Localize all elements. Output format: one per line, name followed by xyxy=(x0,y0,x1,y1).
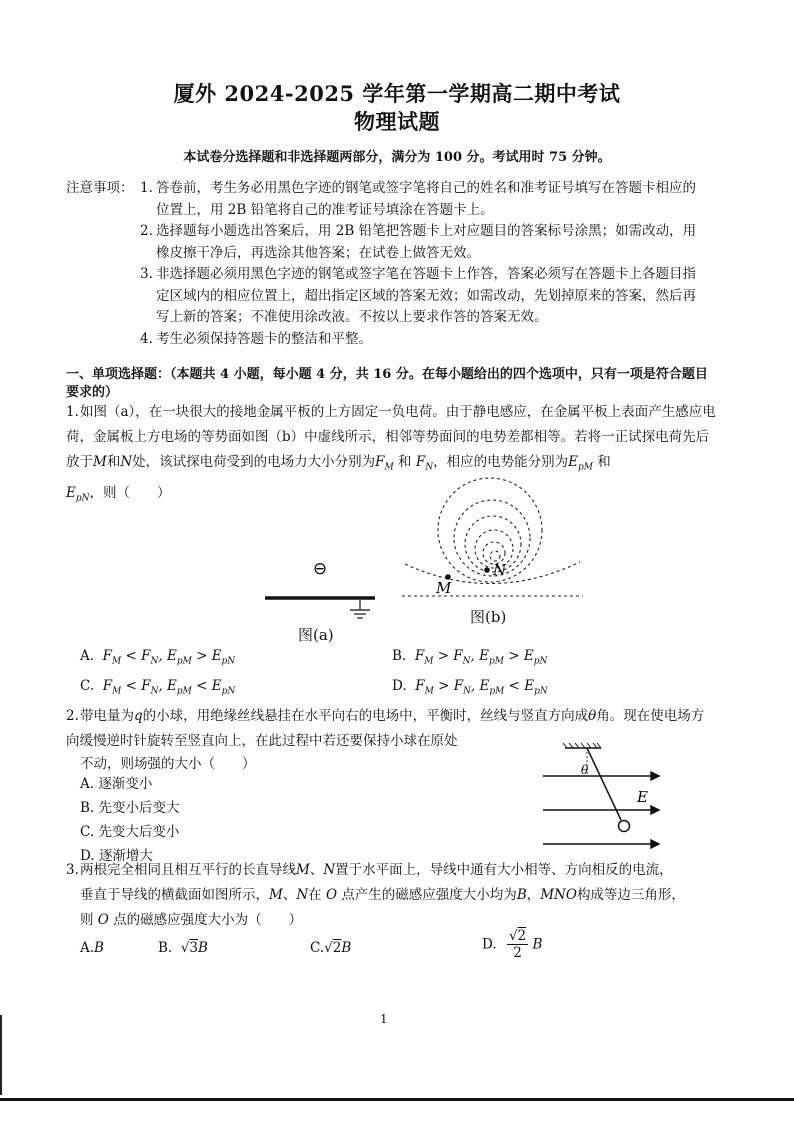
q1-option-b[interactable] xyxy=(392,648,547,667)
E-pM: $E_{pM}$ xyxy=(568,454,593,473)
note-item xyxy=(66,329,706,351)
notes-label: 注意事项： xyxy=(66,180,134,196)
var-q: q xyxy=(134,708,143,724)
exam-title: 厦外 2024-2025 学年第一学期高二期中考试 xyxy=(173,81,621,106)
var-N: N xyxy=(323,862,336,878)
question-number: 1. xyxy=(66,404,79,420)
question-text: 点的磁感应强度大小为（ ） xyxy=(113,912,303,928)
figure-a-caption: 图(a) xyxy=(298,626,334,644)
question-number: 2. xyxy=(66,708,79,724)
question-text: 的小球，用绝缘丝线悬挂在水平向右的电场中，平衡时，丝线与竖直方向成 xyxy=(142,708,589,724)
question-2-cont: 不动，则场强的大小（ ） xyxy=(80,756,256,772)
note-num: 4. xyxy=(140,330,153,347)
point-N xyxy=(484,567,490,573)
field-arrow-icon xyxy=(651,840,659,848)
section-heading: 一、单项选择题：（本题共 4 小题，每小题 4 分，共 16 分。在每小题给出的四个选项中，只有一项是符合题目要求的） xyxy=(66,367,708,400)
field-label-E: E xyxy=(637,788,648,806)
option-label: C. xyxy=(310,940,325,956)
question-3 xyxy=(66,858,716,933)
option-formula: $F_M < F_N$, $E_{pM} < E_{pN}$ xyxy=(102,678,236,697)
option-label: C. xyxy=(80,678,95,694)
option-label: A. xyxy=(80,776,95,792)
question-text: 垂直于导线的横截面如图所示， xyxy=(80,887,269,903)
option-label: A. xyxy=(80,648,95,664)
q1-option-d[interactable] xyxy=(392,678,548,697)
q3-option-d[interactable] xyxy=(482,928,542,961)
question-text: 则 xyxy=(80,912,94,928)
q3-option-a[interactable] xyxy=(80,940,104,956)
var-theta: θ xyxy=(588,708,597,724)
var-B: B xyxy=(516,887,527,903)
question-1: 1.如图（a），在一块很大的接地金属平板的上方固定一负电荷。由于静电感应，在金属平板上表面产生感应电荷，金属板上方电场的等势面如图（b）中虚线所示，相邻等势面间的电势差都相等。若将一正试探电荷先后放于M和N处，该试探电荷受到的电场力大小分别为$F_M$ 和 $F_N$，相应的电势能分别为$E_{pM}$ 和 $E_{pN}$，则（ ） xyxy=(66,400,716,511)
question-text: ，相应的电势能分别为 xyxy=(433,454,569,470)
option-label: D. xyxy=(80,848,95,864)
scan-edge-mark xyxy=(0,1015,2,1095)
F-M: $F_M$ xyxy=(375,454,394,473)
equipotential-line xyxy=(454,500,530,576)
option-label: D. xyxy=(482,936,497,953)
option-label: B. xyxy=(392,648,407,664)
exam-intro: 本试卷分选择题和非选择题两部分，满分为 100 分。考试用时 75 分钟。 xyxy=(183,150,611,165)
question-text: 置于水平面上，导线中通有大小相等、方向相反的电流， xyxy=(335,862,673,878)
F-N: $F_N$ xyxy=(415,454,434,473)
option-formula: $\frac{√2}{2}$ xyxy=(508,928,527,961)
note-text: 非选择题必须用黑色字迹的钢笔或签字笔在答题卡上作答，答案必须写在答题卡上各题目指定区域内的相应位置上，超出指定区域的答案无效；如需改动，先划掉原来的答案，然后再写上新的答案；不准使用涂改液。不按以上要求作答的答案无效。 xyxy=(156,266,696,325)
option-label: C. xyxy=(80,824,95,840)
q2-option-a[interactable] xyxy=(80,772,152,796)
q1-option-c[interactable] xyxy=(80,678,235,697)
var-M: M xyxy=(269,887,283,903)
question-number: 3. xyxy=(66,862,79,878)
note-text: 答卷前，考生务必用黑色字迹的钢笔或签字笔将自己的姓名和准考证号填写在答题卡相应的位置上，用 2B 铅笔将自己的准考证号填涂在答题卡上。 xyxy=(156,180,696,218)
option-formula: B xyxy=(94,940,104,956)
note-item xyxy=(66,178,706,221)
var-N: N xyxy=(120,454,133,470)
note-item xyxy=(66,221,706,264)
option-text: 先变小后变大 xyxy=(98,800,180,816)
field-arrow-icon xyxy=(651,806,659,814)
q3-option-b[interactable] xyxy=(158,940,208,956)
question-text: 构成等边三角形， xyxy=(576,887,685,903)
question-text: 点产生的磁感应强度大小均为 xyxy=(341,887,517,903)
page-number: 1 xyxy=(380,1012,388,1026)
option-formula-b: B xyxy=(532,936,543,953)
notes-block xyxy=(66,178,706,350)
figure-b-caption: 图(b) xyxy=(470,608,507,626)
option-formula: $F_M > F_N$, $E_{pM} < E_{pN}$ xyxy=(415,678,548,697)
option-label: B. xyxy=(158,940,173,956)
var-O: O xyxy=(97,912,109,928)
q3-option-c[interactable] xyxy=(310,940,351,956)
option-formula: √2B xyxy=(324,940,352,956)
option-text: 逐渐变小 xyxy=(98,776,153,792)
question-text: 如图（a），在一块很大的接地金属平板的上方固定一负电荷。由于静电感应，在金属平板上表面产生感应电荷，金属板上方电场的等势面如图（b）中虚线所示，相邻等势面间的电势差都相等。若将一正试探电荷先后放于 xyxy=(66,404,716,470)
E-pN: $E_{pN}$ xyxy=(66,484,90,504)
figure-b xyxy=(400,474,585,604)
note-num: 2. xyxy=(140,223,153,239)
field-arrow-icon xyxy=(651,772,659,780)
note-num: 1. xyxy=(140,180,153,196)
option-label: A. xyxy=(80,940,95,956)
label-N: N xyxy=(493,561,507,579)
option-text: 逐渐增大 xyxy=(98,848,153,864)
question-text: 在 xyxy=(308,887,322,903)
option-formula: √3B xyxy=(180,940,208,956)
var-N: N xyxy=(296,887,309,903)
charged-ball xyxy=(619,821,630,832)
page-bottom-rule xyxy=(0,1098,794,1101)
var-O: O xyxy=(325,887,338,903)
question-text: 和 xyxy=(106,454,121,470)
option-label: B. xyxy=(80,800,95,816)
question-text: 角。现在使电场方向缓慢逆时针旋转至竖直向上，在此过程中若还要保持小球在原处 xyxy=(66,708,705,749)
option-formula: $F_M > F_N$, $E_{pM} > E_{pN}$ xyxy=(414,648,548,667)
var-M: M xyxy=(296,862,310,878)
theta-label: θ xyxy=(581,763,589,777)
thread xyxy=(587,748,621,820)
option-formula: $F_M < F_N$, $E_{pM} > E_{pN}$ xyxy=(102,648,236,667)
question-text: 带电量为 xyxy=(80,708,134,724)
question-text: 、 xyxy=(282,887,297,903)
negative-charge-icon: ⊖ xyxy=(312,559,328,579)
q2-option-c[interactable] xyxy=(80,820,179,844)
var-M: M xyxy=(93,454,107,470)
exam-subject: 物理试题 xyxy=(354,109,440,134)
note-text: 选择题每小题选出答案后，用 2B 铅笔把答题卡上对应题目的答案标号涂黑；如需改动，用橡皮擦干净后，再选涂其他答案；在试卷上做答无效。 xyxy=(156,223,697,261)
question-text: 处，该试探电荷受到的电场力大小分别为 xyxy=(132,454,376,470)
option-label: D. xyxy=(392,678,407,694)
option-text: 先变大后变小 xyxy=(98,824,180,840)
question-text: ， xyxy=(526,887,541,903)
note-num: 3. xyxy=(140,266,153,282)
figure-q2 xyxy=(535,740,670,852)
q1-option-a[interactable] xyxy=(80,648,235,667)
question-text: 、 xyxy=(309,862,324,878)
question-text: ，则（ ） xyxy=(89,484,171,501)
q2-option-b[interactable] xyxy=(80,796,180,820)
note-item xyxy=(66,264,706,329)
label-M: M xyxy=(436,579,452,597)
equipotential-line xyxy=(490,551,500,561)
note-text: 考生必须保持答题卡的整洁和平整。 xyxy=(156,330,372,347)
question-text: 两根完全相同且相互平行的长直导线 xyxy=(80,862,296,878)
var-MNO: MNO xyxy=(540,887,577,903)
